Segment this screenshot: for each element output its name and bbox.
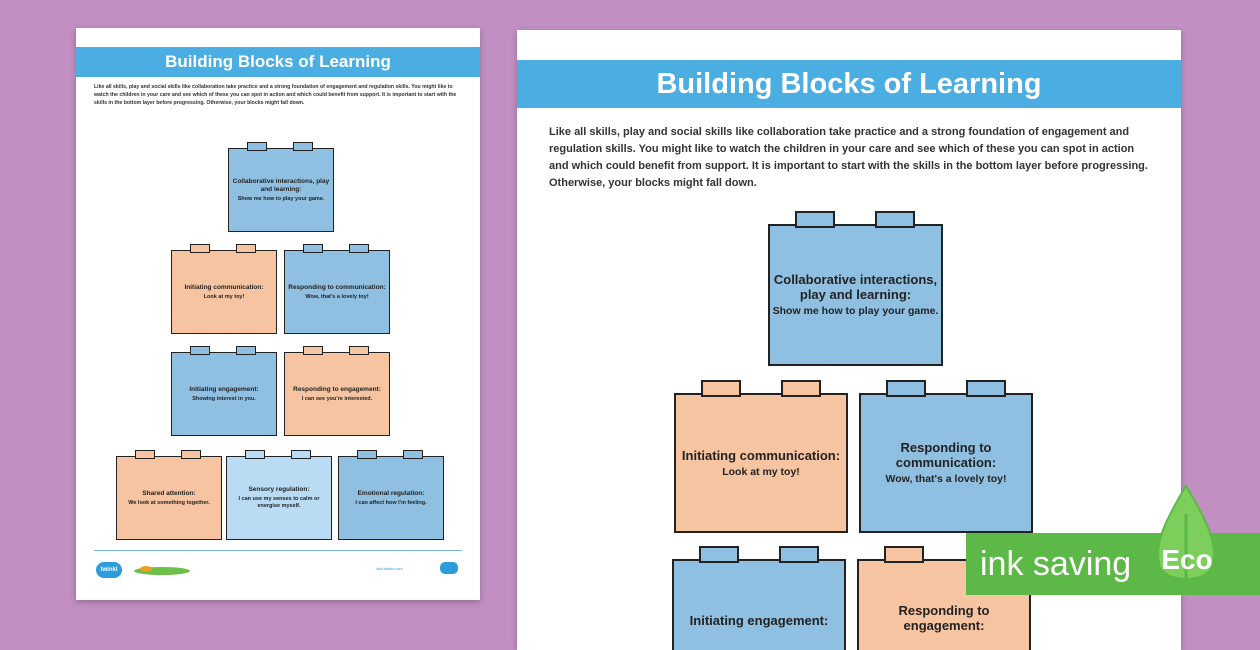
block-subtitle: We look at something together. [128, 499, 210, 506]
block-subtitle: I can see you're interested. [301, 395, 373, 402]
block-subtitle: Show me how to play your game. [772, 305, 939, 317]
block-subtitle: Showing interest in you. [192, 395, 256, 402]
block-knob [875, 211, 915, 228]
block-title: Collaborative interactions, play and learning: [773, 272, 938, 302]
block-knob [190, 244, 210, 253]
block-sensory-regulation [226, 456, 332, 540]
footer-page-label: visit twinkl.com [376, 566, 403, 571]
eco-label: Eco [1161, 544, 1213, 575]
block-title: Shared attention: [142, 489, 196, 497]
block-collaborative-large [768, 224, 943, 366]
block-subtitle: Show me how to play your game. [237, 195, 325, 202]
block-title: Responding to communication: [895, 440, 997, 470]
block-subtitle: Wow, that's a lovely toy! [885, 473, 1007, 485]
block-knob [236, 244, 256, 253]
twinkl-logo: twinkl [96, 562, 122, 578]
block-knob [701, 380, 741, 397]
intro-text-large: Like all skills, play and social skills like collaboration take practice and a strong foundation of engagement and regulation skills. You might like to watch the children in your care and see which of these you can spot in action and which could benefit from support. It is important to start with the skills in the bottom layer before progressing. Otherwise, your blocks might fall down. [549, 126, 1148, 189]
block-knob [349, 244, 369, 253]
block-knob [236, 346, 256, 355]
block-knob [779, 546, 819, 563]
block-subtitle: Wow, that's a lovely toy! [305, 293, 369, 300]
block-knob [886, 380, 926, 397]
block-knob [190, 346, 210, 355]
block-initiating-communication [171, 250, 277, 334]
block-knob [349, 346, 369, 355]
block-title: Responding to engagement: [293, 385, 381, 393]
block-knob [247, 142, 267, 151]
eco-leaf-icon [1153, 484, 1219, 594]
block-responding-engagement [284, 352, 390, 436]
block-knob [357, 450, 377, 459]
page-title: Building Blocks of Learning [76, 47, 480, 77]
block-initiating-communication-large [674, 393, 848, 533]
block-collaborative [228, 148, 334, 232]
worksheet-thumbnail [76, 28, 480, 600]
block-knob [291, 450, 311, 459]
block-title: Initiating engagement: [189, 385, 259, 393]
block-knob [699, 546, 739, 563]
block-responding-communication [284, 250, 390, 334]
partner-logo [132, 564, 192, 576]
intro-text: Like all skills, play and social skills like collaboration take practice and a strong foundation of engagement and regulation skills. You might like to watch the children in your care and see which of these you can spot in action and which could benefit from support. It is important to start with the skills in the bottom layer before progressing. Otherwise, your blocks might fall down. [94, 84, 457, 107]
block-knob [795, 211, 835, 228]
block-knob [884, 546, 924, 563]
block-knob [293, 142, 313, 151]
block-subtitle: Look at my toy! [722, 465, 800, 478]
block-knob [303, 346, 323, 355]
ink-saving-label: ink saving [980, 544, 1132, 583]
block-title: Sensory regulation: [248, 486, 310, 493]
footer-divider [94, 550, 462, 551]
block-knob [781, 380, 821, 397]
block-knob [303, 244, 323, 253]
block-title: Emotional regulation: [357, 489, 425, 497]
block-shared-attention [116, 456, 222, 540]
footer-small-logo [440, 562, 458, 574]
block-title: Responding to communication: [288, 283, 386, 291]
block-knob [403, 450, 423, 459]
block-emotional-regulation [338, 456, 444, 540]
block-knob [181, 450, 201, 459]
block-subtitle: Look at my toy! [203, 293, 245, 300]
block-title: Initiating engagement: [689, 613, 829, 628]
block-title: Initiating communication: [681, 447, 841, 463]
block-knob [245, 450, 265, 459]
block-title: Responding to engagement: [898, 603, 990, 633]
block-initiating-engagement-large [672, 559, 846, 650]
block-subtitle: I can use my senses to calm or energise myself. [238, 496, 320, 509]
block-knob [135, 450, 155, 459]
block-knob [966, 380, 1006, 397]
partner-logo-icon [132, 565, 192, 577]
block-title: Collaborative interactions, play and learning: [232, 177, 330, 193]
block-subtitle: I can affect how I'm feeling. [355, 499, 427, 506]
page-title-large: Building Blocks of Learning [517, 60, 1181, 108]
block-responding-communication-large [859, 393, 1033, 533]
block-title: Initiating communication: [184, 283, 264, 291]
block-initiating-engagement [171, 352, 277, 436]
